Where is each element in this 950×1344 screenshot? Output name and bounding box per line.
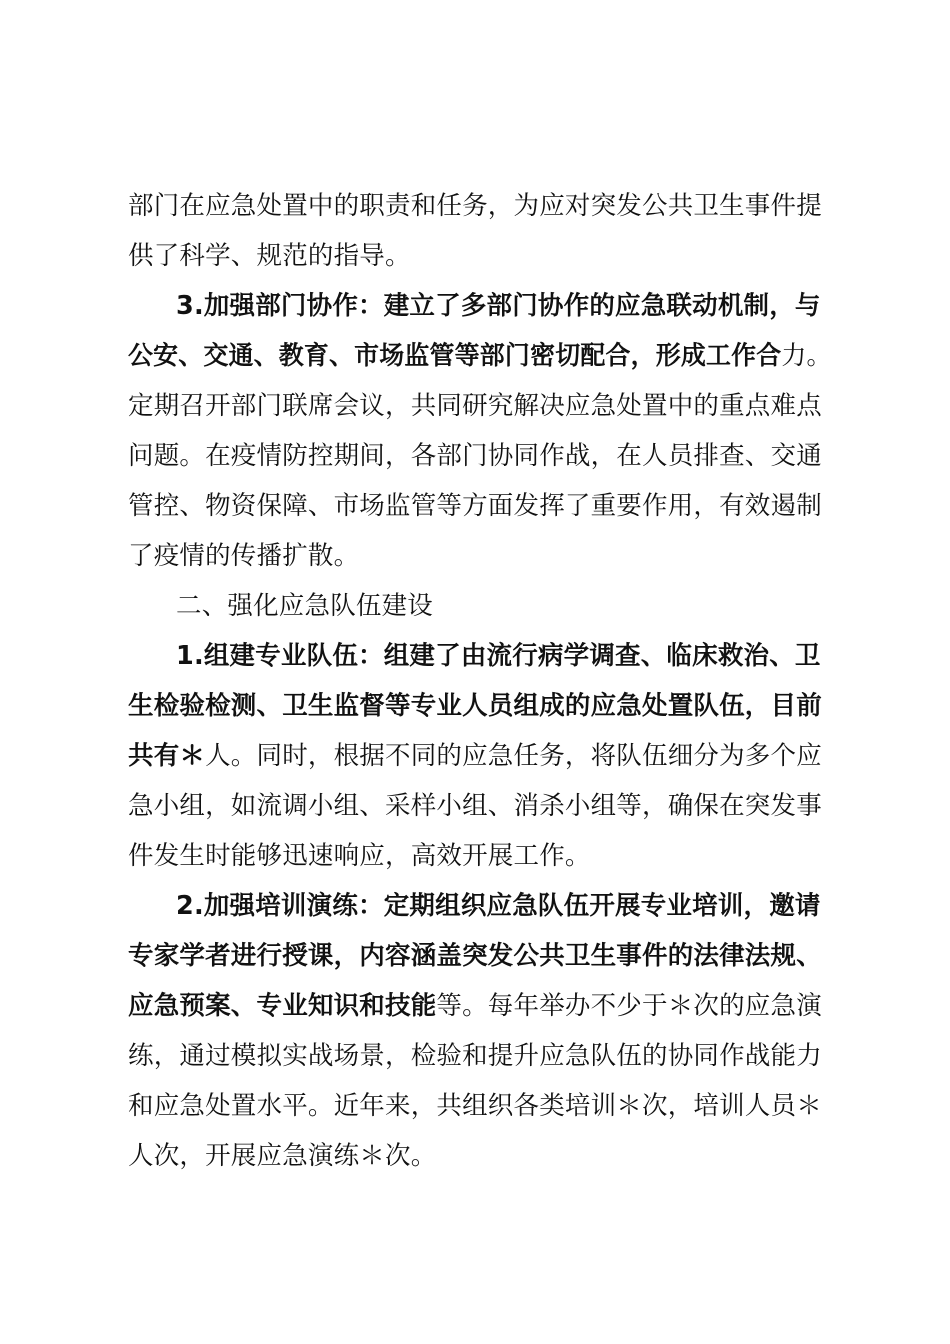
paragraph-line: 供了科学、规范的指导。 [128, 241, 411, 271]
paragraph-line: 管控、物资保障、市场监管等方面发挥了重要作用，有效遏制 [128, 491, 822, 521]
bold-text: 公安、交通、教育、市场监管等部门密切配合，形成工作合 [128, 341, 782, 371]
paragraph-line: 人次，开展应急演练＊次。 [128, 1141, 437, 1171]
bold-text: 共有＊ [128, 741, 206, 771]
paragraph-line: 件发生时能够迅速响应，高效开展工作。 [128, 841, 591, 871]
paragraph-line: 生检验检测、卫生监督等专业人员组成的应急处置队伍，目前 [128, 691, 822, 721]
paragraph-line: 了疫情的传播扩散。 [128, 541, 360, 571]
section-heading-1-line: 1.组建专业队伍：组建了由流行病学调查、临床救治、卫 [176, 641, 821, 671]
paragraph-line: 专家学者进行授课，内容涵盖突发公共卫生事件的法律法规、 [128, 941, 822, 971]
paragraph-line: 练，通过模拟实战场景，检验和提升应急队伍的协同作战能力 [128, 1041, 822, 1071]
plain-text: 力。 [781, 341, 832, 371]
paragraph-line: 定期召开部门联席会议，共同研究解决应急处置中的重点难点 [128, 391, 822, 421]
paragraph-line: 急小组，如流调小组、采样小组、消杀小组等，确保在突发事 [128, 791, 822, 821]
section-title: 二、强化应急队伍建设 [176, 591, 434, 621]
section-heading-2-line: 2.加强培训演练：定期组织应急队伍开展专业培训，邀请 [176, 891, 821, 921]
plain-text: 等。每年举办不少于＊次的应急演 [436, 991, 822, 1021]
paragraph-line: 问题。在疫情防控期间，各部门协同作战，在人员排查、交通 [128, 441, 822, 471]
bold-text: 应急预案、专业知识和技能 [128, 991, 437, 1021]
paragraph-line [128, 740, 822, 772]
paragraph-line: 和应急处置水平。近年来，共组织各类培训＊次，培训人员＊ [128, 1091, 822, 1121]
section-heading-3-line: 3.加强部门协作：建立了多部门协作的应急联动机制，与 [176, 291, 821, 321]
paragraph-line [128, 340, 832, 372]
plain-text: 人。同时，根据不同的应急任务，将队伍细分为多个应 [205, 741, 822, 771]
paragraph-line [128, 990, 822, 1022]
paragraph-line: 部门在应急处置中的职责和任务，为应对突发公共卫生事件提 [128, 191, 822, 221]
